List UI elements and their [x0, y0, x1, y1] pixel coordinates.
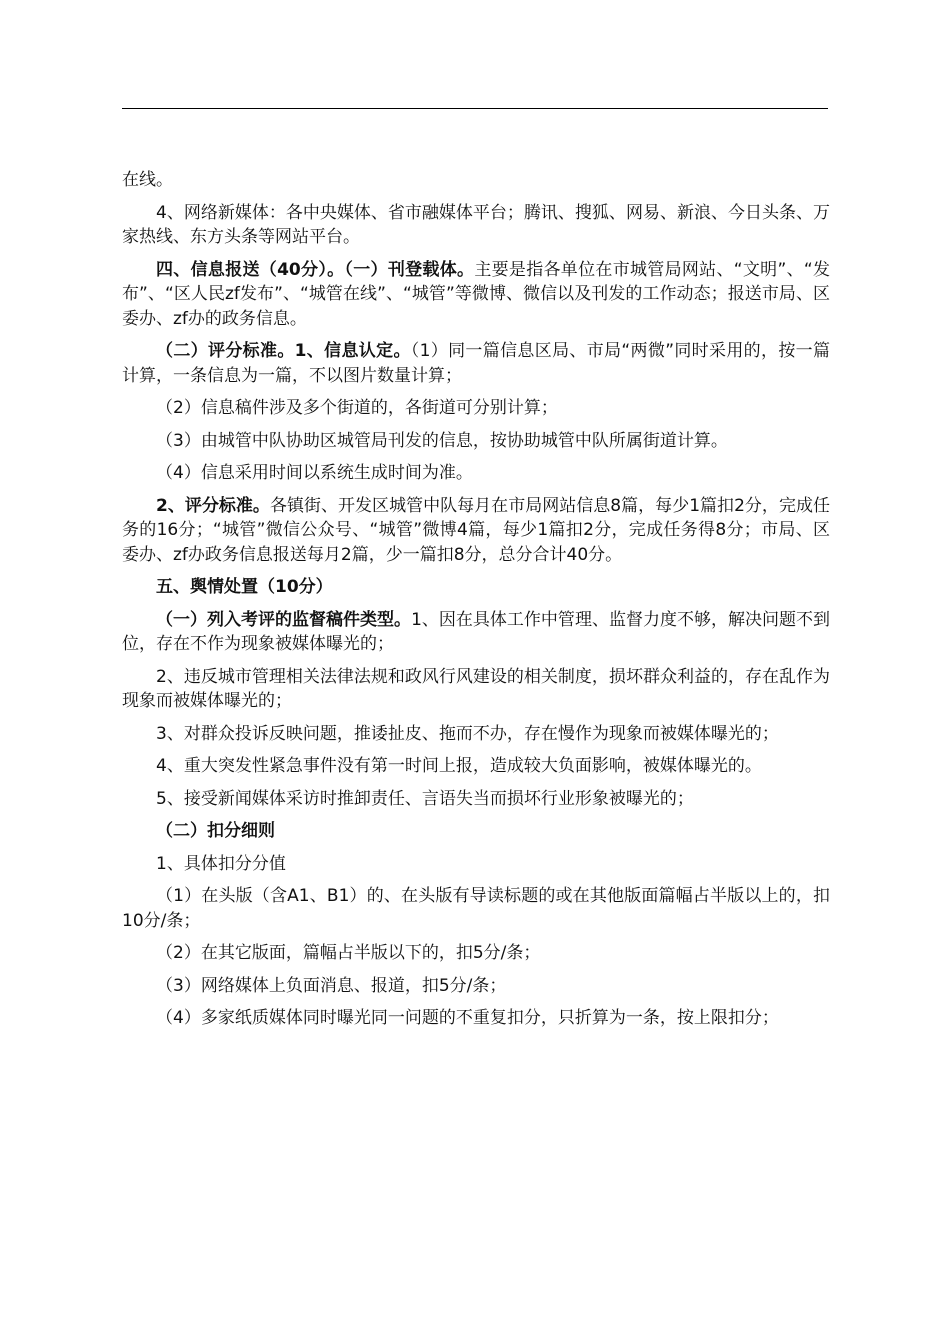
- paragraph: （4）信息采用时间以系统生成时间为准。: [156, 463, 473, 483]
- paragraph: 4、重大突发性紧急事件没有第一时间上报，造成较大负面影响，被媒体曝光的。: [156, 756, 762, 776]
- subsection-heading: （二）扣分细则: [156, 821, 275, 841]
- section-heading: 五、舆情处置（10分）: [156, 577, 333, 597]
- paragraph: （3）由城管中队协助区城管局刊发的信息，按协助城管中队所属街道计算。: [156, 430, 728, 451]
- paragraph: 1、具体扣分分值: [156, 853, 286, 874]
- paragraph: 在线。: [122, 170, 173, 190]
- paragraph: 2、违反城市管理相关法律法规和政风行风建设的相关制度，损坏群众利益的，存在乱作为现象而被媒体曝光的；: [122, 666, 830, 711]
- paragraph: 4、网络新媒体：各中央媒体、省市融媒体平台；腾讯、搜狐、网易、新浪、今日头条、万家热线、东方头条等网站平台。: [122, 202, 830, 247]
- paragraph: 5、接受新闻媒体采访时推卸责任、言语失当而损坏行业形象被曝光的；: [156, 788, 694, 809]
- header-rule: [122, 108, 828, 109]
- paragraph: （3）网络媒体上负面消息、报道，扣5分/条；: [156, 975, 507, 996]
- paragraph: （4）多家纸质媒体同时曝光同一问题的不重复扣分，只折算为一条，按上限扣分；: [156, 1008, 779, 1028]
- paragraph: （2）在其它版面，篇幅占半版以下的，扣5分/条；: [156, 943, 541, 963]
- paragraph: 2、评分标准。各镇街、开发区城管中队每月在市局网站信息8篇，每少1篇扣2分，完成任务的16分；“城管”微信公众号、“城管”微博4篇，每少1篇扣2分，完成任务得8分；市局、区委办、zf办政务信息报送每月2篇，少一篇扣8分，总分合计40分。: [122, 495, 830, 565]
- paragraph: （1）在头版（含A1、B1）的、在头版有导读标题的或在其他版面篇幅占半版以上的，扣10分/条；: [122, 886, 830, 931]
- document-body: [122, 168, 830, 1039]
- paragraph: 3、对群众投诉反映问题，推诿扯皮、拖而不办，存在慢作为现象而被媒体曝光的；: [156, 723, 779, 744]
- paragraph: （2）信息稿件涉及多个街道的，各街道可分别计算；: [156, 398, 558, 418]
- paragraph: （二）评分标准。1、信息认定。（1）同一篇信息区局、市局“两微”同时采用的，按一篇计算，一条信息为一篇，不以图片数量计算；: [122, 341, 830, 386]
- paragraph: （一）列入考评的监督稿件类型。1、因在具体工作中管理、监督力度不够，解决问题不到位，存在不作为现象被媒体曝光的；: [122, 609, 830, 654]
- section-heading-paragraph: 四、信息报送（40分）。（一）刊登载体。主要是指各单位在市城管局网站、“文明”、“发布”、“区人民zf发布”、“城管在线”、“城管”等微博、微信以及刊发的工作动态；报送市局、区委办、zf办的政务信息。: [122, 259, 830, 329]
